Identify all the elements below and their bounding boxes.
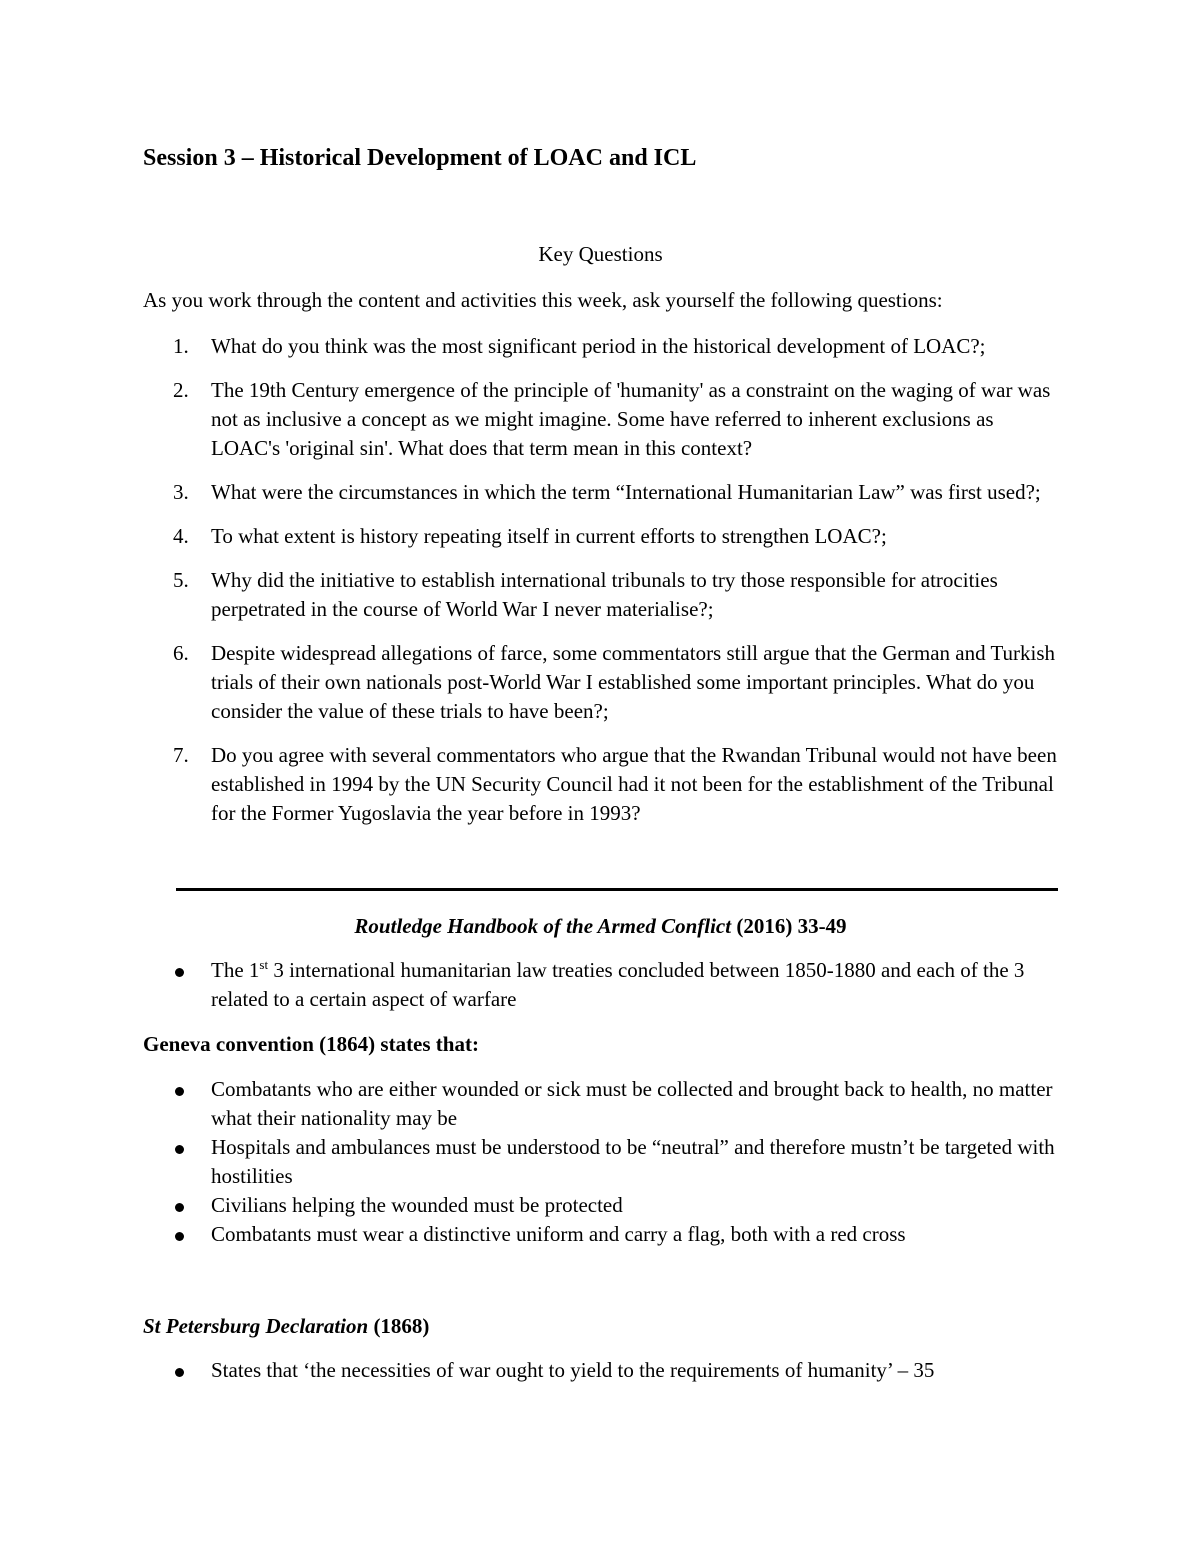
list-item [143,1191,1058,1220]
question-number: 3. [173,480,189,504]
bullet-text: Civilians helping the wounded must be protected [211,1193,623,1217]
bullet-icon [175,1087,184,1096]
bullet-text-post: 3 international humanitarian law treaties concluded between 1850-1880 and each of the 3 related to a certain aspect of warfare [211,958,1025,1011]
question-item [143,478,1058,507]
geneva-bullets [143,1075,1058,1249]
question-text: The 19th Century emergence of the principle of 'humanity' as a constraint on the waging of war was not as inclusive a concept as we might imagine. Some have referred to inherent exclusions as LOAC's 'original sin'. What does that term mean in this context? [211,378,1051,460]
bullet-icon [175,968,184,977]
section-divider [176,888,1058,891]
bullet-text: States that ‘the necessities of war ought to yield to the requirements of humanity’ – 35 [211,1358,935,1382]
routledge-citation: (2016) 33-49 [731,914,847,938]
question-number: 1. [173,334,189,358]
question-item [143,741,1058,828]
page-title: Session 3 – Historical Development of LOAC and ICL [143,145,697,171]
list-item [143,1075,1058,1133]
bullet-text: Hospitals and ambulances must be understood to be “neutral” and therefore mustn’t be targeted with hostilities [211,1135,1055,1188]
question-text: Despite widespread allegations of farce, some commentators still argue that the German and Turkish trials of their own nationals post-World War I established some important principles. What do you consider the value of these trials to have been?; [211,641,1056,723]
question-text: What do you think was the most significant period in the historical development of LOAC?; [211,334,986,358]
list-item [143,1133,1058,1191]
st-petersburg-year: (1868) [368,1314,430,1338]
question-item [143,332,1058,361]
question-number: 2. [173,378,189,402]
question-item [143,376,1058,463]
question-item [143,566,1058,624]
key-questions-heading: Key Questions [538,242,663,266]
st-petersburg-heading [143,1312,429,1341]
question-item [143,639,1058,726]
question-number: 5. [173,568,189,592]
key-questions-intro: As you work through the content and activities this week, ask yourself the following questions: [143,288,943,312]
list-item [143,1356,1058,1385]
question-number: 6. [173,641,189,665]
key-questions-list [143,332,1058,843]
question-item [143,522,1058,551]
bullet-icon [175,1232,184,1241]
question-text: To what extent is history repeating itself in current efforts to strengthen LOAC?; [211,524,887,548]
bullet-icon [175,1368,184,1377]
question-number: 4. [173,524,189,548]
routledge-heading [143,912,1058,941]
bullet-icon [175,1145,184,1154]
question-text: Why did the initiative to establish international tribunals to try those responsible for atrocities perpetrated in the course of World War I never materialise?; [211,568,998,621]
list-item [143,1220,1058,1249]
routledge-bullets [143,956,1058,1014]
routledge-title: Routledge Handbook of the Armed Conflict [354,914,732,938]
bullet-icon [175,1203,184,1212]
question-number: 7. [173,743,189,767]
st-petersburg-title: St Petersburg Declaration [143,1314,369,1338]
bullet-text-pre: The 1 [211,958,260,982]
list-item [143,956,1058,1014]
question-text: What were the circumstances in which the term “International Humanitarian Law” was first used?; [211,480,1041,504]
geneva-heading: Geneva convention (1864) states that: [143,1032,479,1056]
bullet-text-sup: st [259,957,269,972]
question-text: Do you agree with several commentators who argue that the Rwandan Tribunal would not have been established in 1994 by the UN Security Council had it not been for the establishment of the Tribunal for the Former Yugoslavia the year before in 1993? [211,743,1057,825]
st-petersburg-bullets [143,1356,1058,1385]
bullet-text: Combatants who are either wounded or sick must be collected and brought back to health, no matter what their nationality may be [211,1077,1053,1130]
bullet-text: Combatants must wear a distinctive uniform and carry a flag, both with a red cross [211,1222,906,1246]
